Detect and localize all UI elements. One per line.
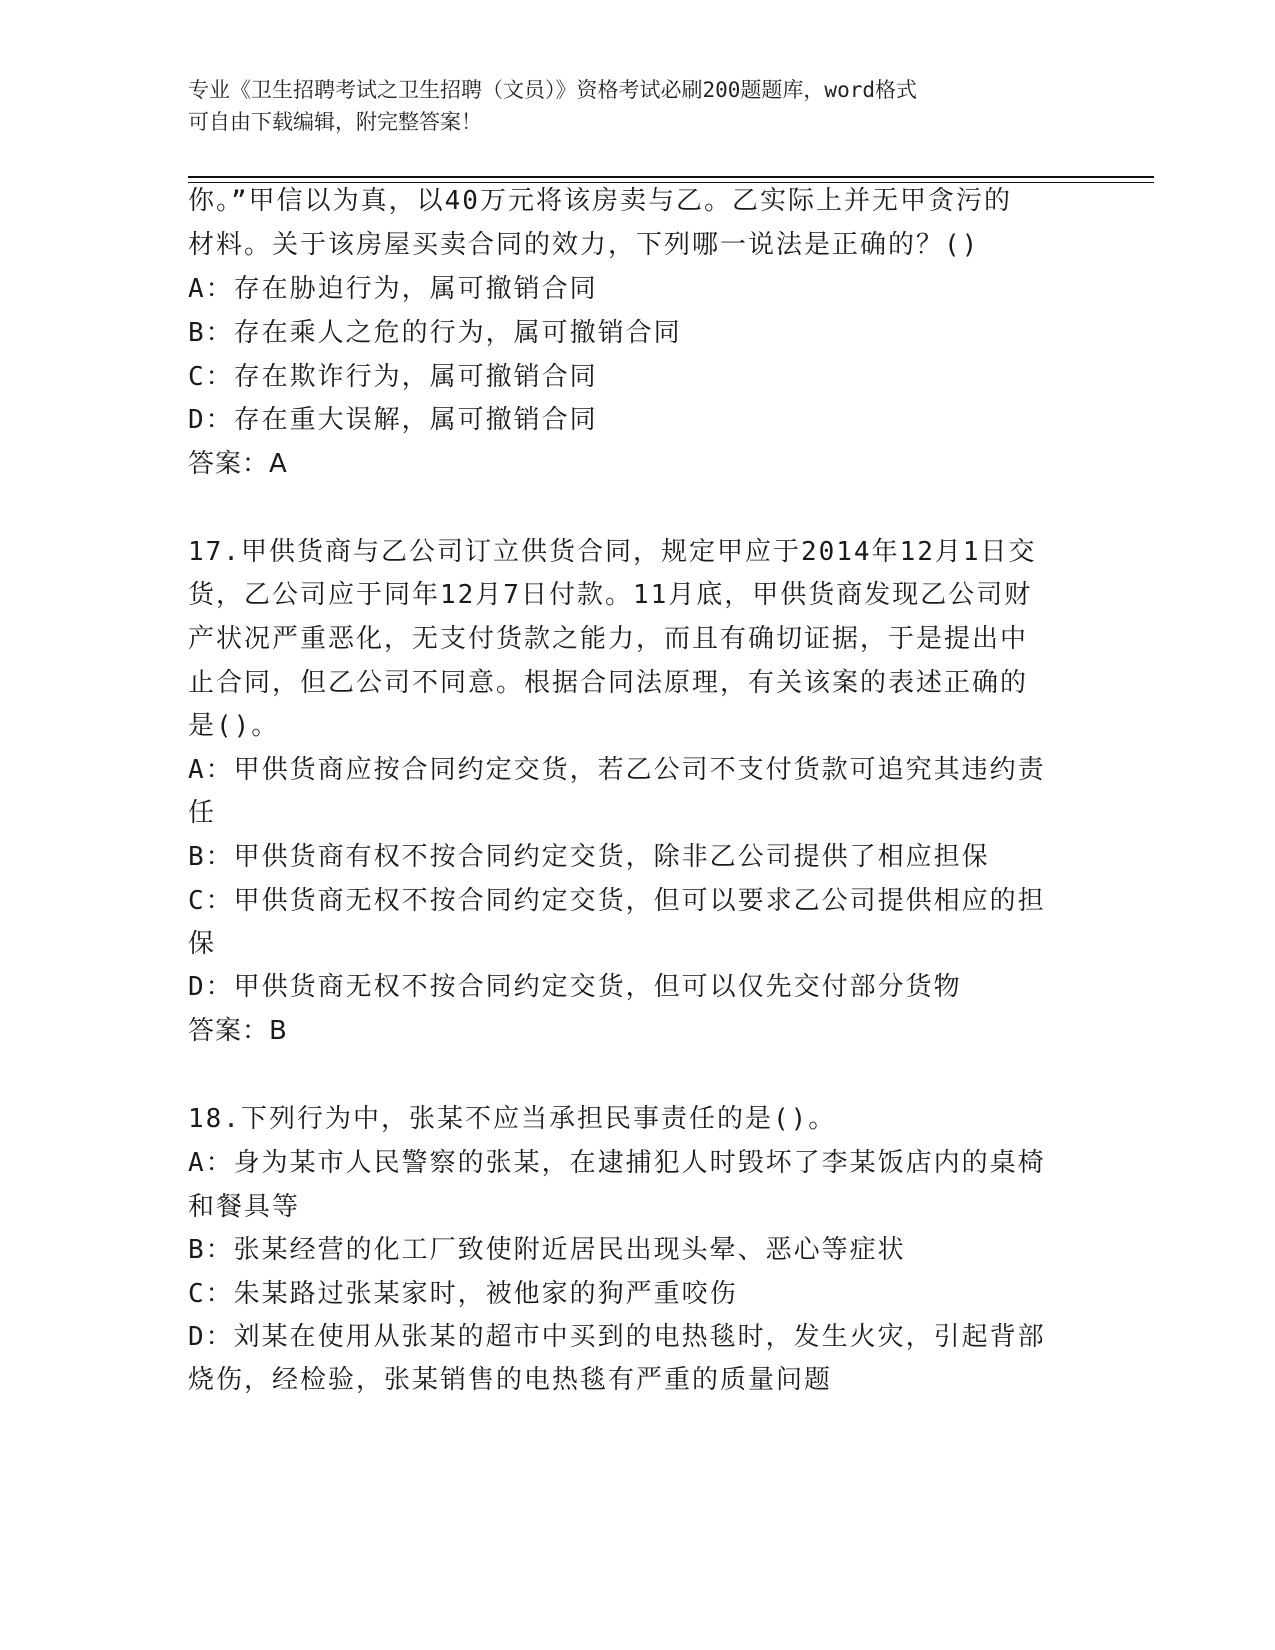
q18-option-a-line-2: 和餐具等 bbox=[188, 1192, 301, 1222]
q17-stem-line-2: 货，乙公司应于同年12月7日付款。11月底，甲供货商发现乙公司财 bbox=[188, 580, 1033, 610]
q18-option-d-line-2: 烧伤，经检验，张某销售的电热毯有严重的质量问题 bbox=[188, 1365, 833, 1395]
q17-stem-line-5: 是()。 bbox=[188, 711, 280, 741]
page-header bbox=[188, 74, 1088, 138]
q17-option-c-line-1: C：甲供货商无权不按合同约定交货，但可以要求乙公司提供相应的担 bbox=[188, 886, 1046, 916]
header-rule-thick bbox=[188, 176, 1154, 178]
q16-stem-line-1: 你。”甲信以为真，以40万元将该房卖与乙。乙实际上并无甲贪污的 bbox=[188, 186, 1012, 216]
q16-option-d: D：存在重大误解，属可撤销合同 bbox=[188, 405, 598, 435]
q16-stem-line-2: 材料。关于该房屋买卖合同的效力，下列哪一说法是正确的？() bbox=[188, 230, 980, 260]
q16-answer: 答案：A bbox=[188, 449, 288, 479]
q18-stem: 18.下列行为中，张某不应当承担民事责任的是()。 bbox=[188, 1104, 837, 1134]
q17-answer: 答案：B bbox=[188, 1016, 288, 1046]
header-title-line-2: 可自由下载编辑，附完整答案！ bbox=[188, 110, 482, 134]
q17-option-c-line-2: 保 bbox=[188, 929, 217, 959]
q17-option-b: B：甲供货商有权不按合同约定交货，除非乙公司提供了相应担保 bbox=[188, 842, 990, 872]
header-rule-thin bbox=[188, 182, 1154, 183]
q16-option-a: A：存在胁迫行为，属可撤销合同 bbox=[188, 274, 598, 304]
q18-option-b: B：张某经营的化工厂致使附近居民出现头晕、恶心等症状 bbox=[188, 1235, 906, 1265]
q17-stem-line-3: 产状况严重恶化，无支付货款之能力，而且有确切证据，于是提出中 bbox=[188, 624, 1029, 654]
q18-option-a-line-1: A：身为某市人民警察的张某，在逮捕犯人时毁坏了李某饭店内的桌椅 bbox=[188, 1148, 1046, 1178]
q17-option-d: D：甲供货商无权不按合同约定交货，但可以仅先交付部分货物 bbox=[188, 972, 962, 1002]
q17-stem-line-1: 17.甲供货商与乙公司订立供货合同，规定甲应于2014年12月1日交 bbox=[188, 537, 1037, 567]
header-title-line-1: 专业《卫生招聘考试之卫生招聘（文员）》资格考试必刷200题题库，word格式 bbox=[188, 78, 917, 102]
q17-option-a-line-1: A：甲供货商应按合同约定交货，若乙公司不支付货款可追究其违约责 bbox=[188, 755, 1046, 785]
q17-stem-line-4: 止合同，但乙公司不同意。根据合同法原理，有关该案的表述正确的 bbox=[188, 668, 1029, 698]
q16-option-b: B：存在乘人之危的行为，属可撤销合同 bbox=[188, 318, 682, 348]
q18-option-d-line-1: D：刘某在使用从张某的超市中买到的电热毯时，发生火灾，引起背部 bbox=[188, 1322, 1046, 1352]
q17-option-a-line-2: 任 bbox=[188, 798, 217, 828]
q18-option-c: C：朱某路过张某家时，被他家的狗严重咬伤 bbox=[188, 1279, 738, 1309]
q16-option-c: C：存在欺诈行为，属可撤销合同 bbox=[188, 362, 598, 392]
